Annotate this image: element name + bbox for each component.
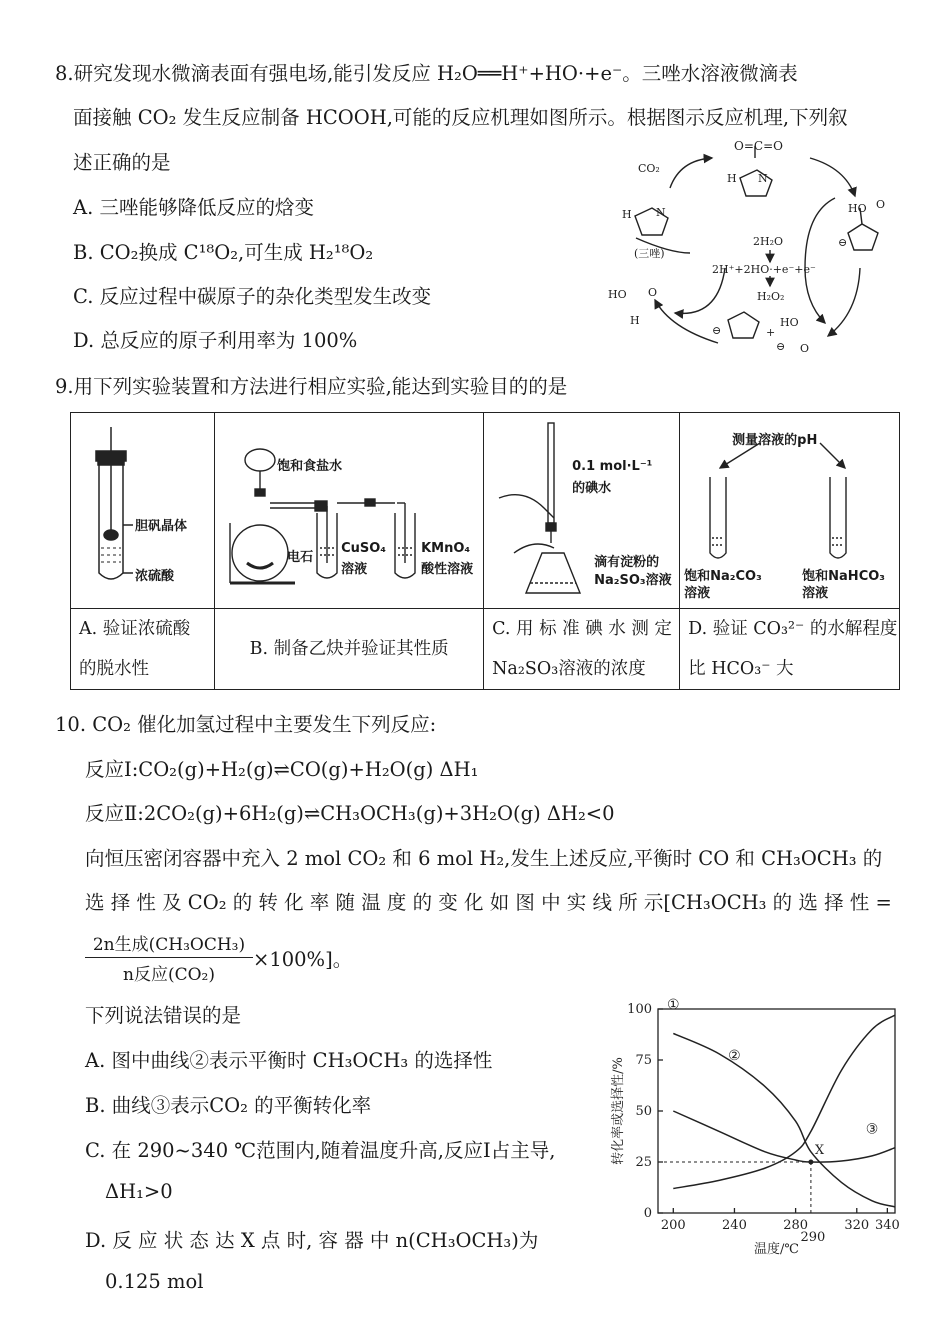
label-iodine-conc: 0.1 mol·L⁻¹ — [572, 459, 653, 474]
x-tick-label: 280 — [783, 1218, 809, 1233]
q10-option-b: B. 曲线③表示CO₂ 的平衡转化率 — [85, 1094, 372, 1117]
label-carbide: 电石 — [287, 550, 314, 565]
caption-b-text: B. 制备乙炔并验证其性质 — [249, 639, 449, 659]
q8-option-c: C. 反应过程中碳原子的杂化类型发生改变 — [73, 285, 432, 308]
caption-c-line1: C. 用 标 准 碘 水 测 定 — [492, 619, 672, 639]
label-iodine-water: 的碘水 — [572, 481, 612, 496]
diagram-o-left: O — [648, 286, 658, 299]
label-conc-acid: 浓硫酸 — [135, 569, 175, 584]
diagram-ho-right: HO — [780, 316, 799, 329]
point-x-value: 290 — [800, 1230, 826, 1245]
fraction-denominator: n反应(CO₂) — [123, 965, 215, 985]
q8-line1: 8.研究发现水微滴表面有强电场,能引发反应 H₂O══H⁺+HO·+e⁻。三唑水溶液微滴表 — [55, 62, 798, 85]
selectivity-chart — [600, 995, 910, 1260]
series-line-1 — [673, 1015, 895, 1188]
q10-option-d: D. 反 应 状 态 达 X 点 时, 容 器 中 n(CH₃OCH₃)为 — [85, 1229, 539, 1252]
label-measure-ph: 测量溶液的pH — [732, 433, 818, 448]
q10-option-c-cont: ΔH₁>0 — [105, 1180, 173, 1203]
y-tick-label: 75 — [635, 1053, 652, 1068]
series-label-3: ③ — [865, 1121, 879, 1138]
caption-d-line2: 比 HCO₃⁻ 大 — [688, 659, 794, 679]
label-na2co3: 饱和Na₂CO₃ — [684, 569, 762, 584]
q10-stem: 10. CO₂ 催化加氢过程中主要发生下列反应: — [55, 713, 437, 736]
label-kmno4: KMnO₄ — [421, 541, 471, 556]
diagram-neg-1: ⊖ — [838, 236, 848, 249]
caption-a-line1: A. 验证浓硫酸 — [79, 619, 191, 639]
q10-option-c: C. 在 290~340 ℃范围内,随着温度升高,反应Ⅰ占主导, — [85, 1139, 556, 1162]
caption-c-line2: Na₂SO₃溶液的浓度 — [492, 659, 646, 679]
label-na2co3-solution: 溶液 — [684, 586, 711, 601]
diagram-n2: N — [656, 206, 666, 219]
q10-para-line2: 选 择 性 及 CO₂ 的 转 化 率 随 温 度 的 变 化 如 图 中 实 线 所 示[CH₃OCH₃ 的 选 择 性 = — [85, 891, 892, 914]
caption-c — [484, 609, 680, 690]
fraction-numerator: 2n生成(CH₃OCH₃) — [85, 930, 253, 958]
series-label-1: ① — [667, 997, 680, 1013]
q8-option-b: B. CO₂换成 C¹⁸O₂,可生成 H₂¹⁸O₂ — [73, 241, 374, 264]
caption-a-line2: 的脱水性 — [79, 659, 149, 679]
series-line-3 — [673, 1111, 895, 1162]
label-nahco3: 饱和NaHCO₃ — [802, 569, 885, 584]
x-axis-label: 温度/℃ — [754, 1242, 799, 1257]
q10-option-d-cont: 0.125 mol — [105, 1270, 204, 1293]
apparatus-a — [71, 413, 215, 609]
diagram-h2: H — [622, 208, 632, 221]
label-na2so3: Na₂SO₃溶液 — [594, 573, 672, 588]
x-tick-label: 200 — [660, 1218, 686, 1233]
diagram-h-left: H — [630, 314, 640, 327]
x-tick-label: 240 — [722, 1218, 747, 1233]
plot-frame — [658, 1009, 895, 1213]
diagram-h2o2: H₂O₂ — [757, 290, 785, 303]
label-cuso4: CuSO₄ — [341, 541, 386, 556]
diagram-neg-3: ⊖ — [776, 340, 786, 353]
diagram-neg-2: ⊖ — [712, 324, 722, 337]
fraction-tail: ×100%]。 — [253, 948, 353, 971]
x-tick-label: 320 — [844, 1218, 870, 1233]
q10-reaction-2: 反应Ⅱ:2CO₂(g)+6H₂(g)⇌CH₃OCH₃(g)+3H₂O(g) ΔH₂<0 — [85, 802, 615, 825]
label-nahco3-solution: 溶液 — [802, 586, 829, 601]
caption-d — [680, 609, 900, 690]
q8-line2: 面接触 CO₂ 发生反应制备 HCOOH,可能的反应机理如图所示。根据图示反应机理,下列叙 — [73, 106, 848, 129]
y-tick-label: 25 — [635, 1155, 652, 1170]
q10-ask: 下列说法错误的是 — [85, 1004, 242, 1027]
caption-d-line1: D. 验证 CO₃²⁻ 的水解程度 — [688, 619, 898, 639]
experiment-table — [70, 412, 900, 690]
label-acidic-solution: 酸性溶液 — [421, 562, 474, 577]
x-tick-label: 340 — [874, 1218, 900, 1233]
label-starch: 滴有淀粉的 — [594, 555, 660, 570]
apparatus-c — [484, 413, 680, 609]
label-brine: 饱和食盐水 — [277, 459, 343, 474]
apparatus-b — [215, 413, 484, 609]
point-x-marker — [808, 1160, 813, 1165]
diagram-n1: N — [758, 172, 768, 185]
diagram-oco-label: O=C=O — [734, 139, 783, 153]
selectivity-fraction — [85, 930, 253, 985]
diagram-products: 2H⁺+2HO·+e⁻+e⁻ — [712, 263, 816, 276]
q8-option-a: A. 三唑能够降低反应的焓变 — [73, 196, 314, 219]
q8-option-d: D. 总反应的原子利用率为 100% — [73, 329, 358, 352]
caption-b — [215, 609, 484, 690]
reaction-mechanism-diagram — [600, 138, 905, 360]
diagram-triazole-name: (三唑) — [634, 247, 665, 260]
q10-reaction-1: 反应Ⅰ:CO₂(g)+H₂(g)⇌CO(g)+H₂O(g) ΔH₁ — [85, 758, 479, 781]
q9-stem: 9.用下列实验装置和方法进行相应实验,能达到实验目的的是 — [55, 375, 568, 398]
caption-a — [71, 609, 215, 690]
diagram-ho-left: HO — [608, 288, 627, 301]
label-crystal: 胆矾晶体 — [135, 519, 188, 534]
label-cuso4-solution: 溶液 — [341, 562, 368, 577]
point-x-label: X — [814, 1143, 825, 1158]
y-tick-label: 50 — [635, 1104, 652, 1119]
diagram-o-right: O — [800, 342, 810, 355]
series-line-2 — [673, 1033, 895, 1206]
apparatus-d — [680, 413, 900, 609]
diagram-co2-label: CO₂ — [638, 162, 660, 175]
diagram-h1: H — [727, 172, 737, 185]
q8-line3: 述正确的是 — [73, 151, 171, 174]
y-tick-label: 0 — [643, 1206, 652, 1221]
y-tick-label: 100 — [627, 1002, 652, 1017]
series-label-2: ② — [728, 1048, 741, 1064]
diagram-water: 2H₂O — [753, 235, 784, 248]
diagram-plus: + — [766, 326, 776, 339]
q10-para-line1: 向恒压密闭容器中充入 2 mol CO₂ 和 6 mol H₂,发生上述反应,平衡时 CO 和 CH₃OCH₃ 的 — [85, 847, 883, 870]
diagram-o-top: O — [876, 198, 886, 211]
diagram-ho-top: HO — [848, 202, 867, 215]
q10-option-a: A. 图中曲线②表示平衡时 CH₃OCH₃ 的选择性 — [85, 1049, 493, 1072]
y-axis-label: 转化率或选择性/% — [611, 1057, 626, 1165]
